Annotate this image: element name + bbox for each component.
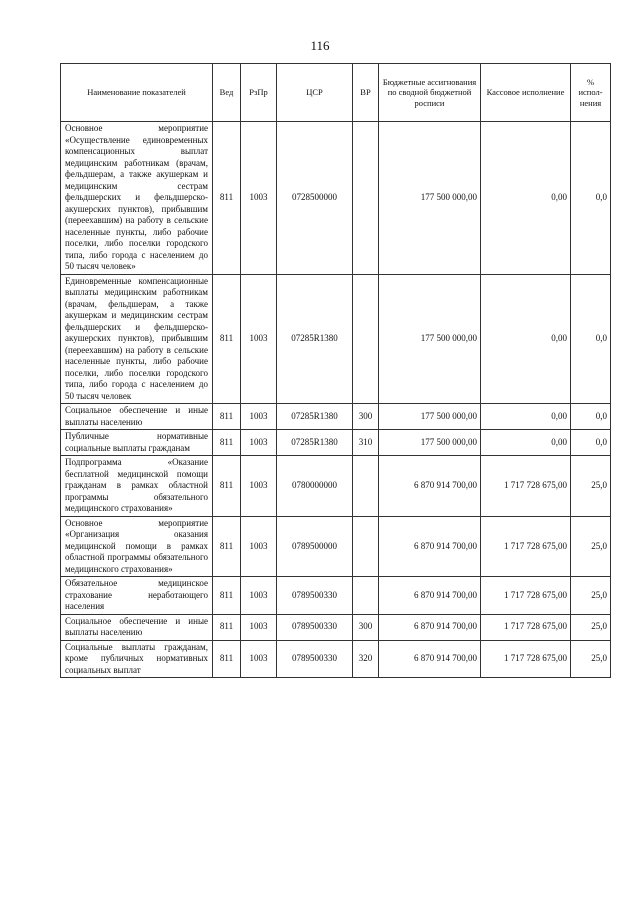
- header-budget: Бюджетные ассигнования по сводной бюджетной росписи: [379, 64, 481, 122]
- row-budget: 177 500 000,00: [379, 404, 481, 430]
- row-cash: 1 717 728 675,00: [481, 614, 571, 640]
- row-vr: 310: [353, 430, 379, 456]
- row-budget: 177 500 000,00: [379, 122, 481, 275]
- row-budget: 177 500 000,00: [379, 274, 481, 404]
- row-vr: 300: [353, 404, 379, 430]
- row-vr: [353, 516, 379, 577]
- row-ved: 811: [213, 456, 241, 517]
- row-percent: 0,0: [571, 122, 611, 275]
- row-csr: 0789500000: [277, 516, 353, 577]
- row-percent: 25,0: [571, 516, 611, 577]
- row-name: Обязательное медицинское страхование неработающего населения: [61, 577, 213, 615]
- header-csr: ЦСР: [277, 64, 353, 122]
- table-row: [61, 614, 611, 640]
- row-cash: 1 717 728 675,00: [481, 456, 571, 517]
- row-csr: 07285R1380: [277, 404, 353, 430]
- row-csr: 0780000000: [277, 456, 353, 517]
- row-name: Социальное обеспечение и иные выплаты населению: [61, 404, 213, 430]
- row-name: Социальные выплаты гражданам, кроме публичных нормативных социальных выплат: [61, 640, 213, 678]
- row-name: Единовременные компенсационные выплаты медицинским работникам (врачам, фельдшерам, а также акушеркам и медицинским сестрам фельдшерских и фельдшерско-акушерских пунктов), прибывшим (переехавшим) на работу в сельские населенные пункты, либо рабочие поселки, либо поселки городского типа, либо города с населением до 50 тысяч человек: [61, 274, 213, 404]
- row-cash: 1 717 728 675,00: [481, 577, 571, 615]
- row-ved: 811: [213, 640, 241, 678]
- row-percent: 25,0: [571, 614, 611, 640]
- budget-table: [60, 63, 611, 678]
- row-csr: 0728500000: [277, 122, 353, 275]
- row-ved: 811: [213, 577, 241, 615]
- row-csr: 07285R1380: [277, 274, 353, 404]
- row-vr: [353, 122, 379, 275]
- row-ved: 811: [213, 274, 241, 404]
- header-rzpr: РзПр: [241, 64, 277, 122]
- row-rzpr: 1003: [241, 122, 277, 275]
- table-row: [61, 430, 611, 456]
- row-csr: 0789500330: [277, 614, 353, 640]
- row-ved: 811: [213, 404, 241, 430]
- table-row: [61, 577, 611, 615]
- row-budget: 6 870 914 700,00: [379, 614, 481, 640]
- row-csr: 07285R1380: [277, 430, 353, 456]
- row-cash: 1 717 728 675,00: [481, 516, 571, 577]
- row-name: Подпрограмма «Оказание бесплатной медицинской помощи гражданам в рамках областной программы обязательного медицинского страхования»: [61, 456, 213, 517]
- row-budget: 177 500 000,00: [379, 430, 481, 456]
- row-rzpr: 1003: [241, 274, 277, 404]
- row-budget: 6 870 914 700,00: [379, 516, 481, 577]
- row-rzpr: 1003: [241, 456, 277, 517]
- row-ved: 811: [213, 614, 241, 640]
- header-cash: Кассовое исполнение: [481, 64, 571, 122]
- row-csr: 0789500330: [277, 640, 353, 678]
- row-rzpr: 1003: [241, 614, 277, 640]
- row-rzpr: 1003: [241, 640, 277, 678]
- table-row: [61, 122, 611, 275]
- table-row: [61, 404, 611, 430]
- row-name: Основное мероприятие «Осуществление единовременных компенсационных выплат медицинским работникам (врачам, фельдшерам, а также акушеркам и медицинским сестрам фельдшерских и фельдшерско-акушерских пунктов), прибывшим (переехавшим) на работу в сельские населенные пункты, либо рабочие поселки, либо поселки городского типа, либо города с населением до 50 тысяч человек»: [61, 122, 213, 275]
- row-rzpr: 1003: [241, 404, 277, 430]
- row-cash: 0,00: [481, 122, 571, 275]
- header-name: Наименование показателей: [61, 64, 213, 122]
- row-percent: 25,0: [571, 456, 611, 517]
- row-percent: 0,0: [571, 274, 611, 404]
- row-rzpr: 1003: [241, 430, 277, 456]
- table-row: [61, 274, 611, 404]
- row-name: Публичные нормативные социальные выплаты гражданам: [61, 430, 213, 456]
- row-budget: 6 870 914 700,00: [379, 577, 481, 615]
- header-ved: Вед: [213, 64, 241, 122]
- row-rzpr: 1003: [241, 516, 277, 577]
- row-cash: 0,00: [481, 404, 571, 430]
- row-ved: 811: [213, 430, 241, 456]
- row-budget: 6 870 914 700,00: [379, 640, 481, 678]
- table-row: [61, 640, 611, 678]
- row-vr: 320: [353, 640, 379, 678]
- row-vr: [353, 456, 379, 517]
- row-percent: 0,0: [571, 404, 611, 430]
- table-row: [61, 456, 611, 517]
- row-ved: 811: [213, 516, 241, 577]
- header-percent: % испол-нения: [571, 64, 611, 122]
- row-cash: 0,00: [481, 274, 571, 404]
- row-budget: 6 870 914 700,00: [379, 456, 481, 517]
- header-vr: ВР: [353, 64, 379, 122]
- row-name: Основное мероприятие «Организация оказания медицинской помощи в рамках областной программы обязательного медицинского страхования»: [61, 516, 213, 577]
- header-row: [61, 64, 611, 122]
- row-vr: 300: [353, 614, 379, 640]
- row-vr: [353, 274, 379, 404]
- row-percent: 0,0: [571, 430, 611, 456]
- row-percent: 25,0: [571, 577, 611, 615]
- row-cash: 0,00: [481, 430, 571, 456]
- row-rzpr: 1003: [241, 577, 277, 615]
- row-cash: 1 717 728 675,00: [481, 640, 571, 678]
- row-percent: 25,0: [571, 640, 611, 678]
- row-vr: [353, 577, 379, 615]
- row-name: Социальное обеспечение и иные выплаты населению: [61, 614, 213, 640]
- page-number: 116: [310, 38, 330, 53]
- table-row: [61, 516, 611, 577]
- row-ved: 811: [213, 122, 241, 275]
- row-csr: 0789500330: [277, 577, 353, 615]
